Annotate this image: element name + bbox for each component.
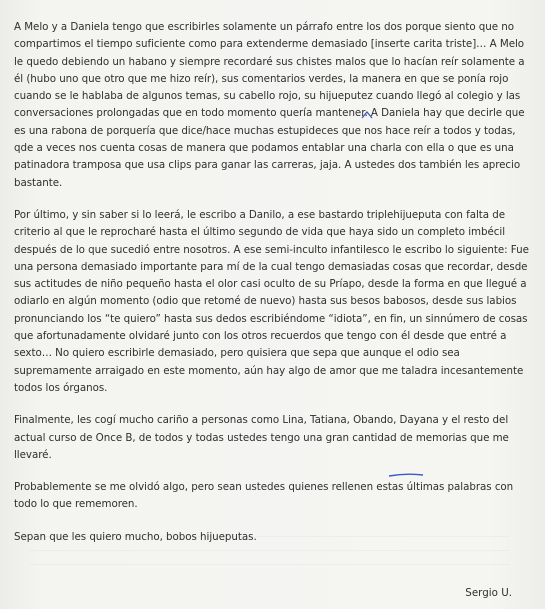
paragraph-probablemente: Probablemente se me olvidó algo, pero sean ustedes quienes rellenen estas últimas palabras con todo lo que rememoren. — [14, 481, 514, 511]
paragraph-melo-daniela: A Melo y a Daniela tengo que escribirles solamente un párrafo entre los dos porque siento que no compartimos el tiempo suficiente como para extenderme demasiado [inserte carita triste]… A Melo le quedo debiendo un habano y siempre recordaré sus chistes malos que lo hacían reír solamente a él (hubo uno que otro que me hizo reír), sus comentarios verdes, la manera en que se ponía rojo cuando se le hablaba de algunos temas, su cabello rojo, su hijueputez cuando llegó al colegio y las conversaciones prolongadas que en todo momento quería mantener. A Daniela hay que decirle que es una rabona de porquería que dice/hace muchas estupideces que nos hace reír a todos y todas, qde a veces nos cuenta cosas de manera que podamos entablar una charla con ella o que es una patinadora tramposa que usa clips para ganar las carreras, jaja. A ustedes dos también les aprecio bastante. — [14, 21, 525, 189]
paragraph-closing: Sepan que les quiero mucho, bobos hijueputas. — [14, 530, 257, 543]
letter-body — [14, 19, 531, 561]
paragraph-danilo: Por último, y sin saber si lo leerá, le escribo a Danilo, a ese bastardo triplehijueputa con falta de criterio al que le reprocharé hasta el último segundo de vida que haya sido un completo imbécil después de lo que sucedió entre nosotros. A ese semi-inculto infantilesco le escribo lo siguiente: Fue una persona demasiado importante para mí de la cual tengo demasiadas cosas que recordar, desde sus actitudes de niño pequeño hasta el olor casi oculto de su Príapo, desde la forma en que llegué a odiarlo en algún momento (odio que retomé de nuevo) hasta sus besos babosos, desde sus labios pronunciando los “te quiero” hasta sus dedos escribiéndome “idiota”, en fin, un sinnúmero de cosas que afortunadamente olvidaré junto con los otros recuerdos que tengo con él desde que entré a sexto… No quiero escribirle demasiado, pero quisiera que sepa que aunque el odio sea supremamente arraigado en este momento, aún hay algo de amor que me taladra incesantemente todos los órganos. — [14, 208, 529, 394]
paragraph-finalmente: Finalmente, les cogí mucho cariño a personas como Lina, Tatiana, Obando, Dayana y el resto del actual curso de Once B, de todos y todas ustedes tengo una gran cantidad de memorias que me llevaré. — [14, 414, 509, 461]
signature: Sergio U. — [465, 587, 512, 599]
